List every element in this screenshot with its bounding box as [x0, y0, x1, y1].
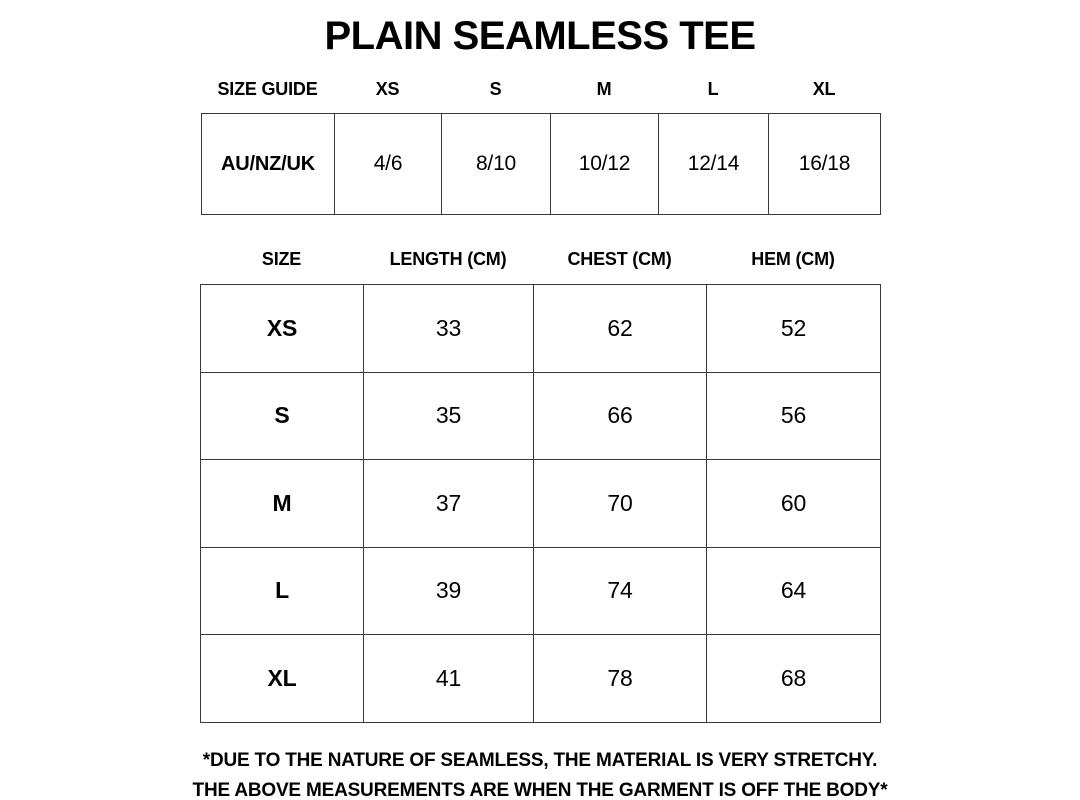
footnote-line-1: *DUE TO THE NATURE OF SEAMLESS, THE MATERIAL IS VERY STRETCHY. — [202, 750, 878, 771]
table-row-s — [201, 372, 881, 460]
measurements-header-size: SIZE — [261, 249, 302, 269]
footnote-line-2: THE ABOVE MEASUREMENTS ARE WHEN THE GARMENT IS OFF THE BODY* — [192, 780, 888, 800]
size-label-cell: L — [201, 547, 364, 635]
length-cell: 35 — [364, 372, 534, 460]
size-label-cell: S — [201, 372, 364, 460]
chest-cell: 78 — [534, 635, 707, 723]
length-cell: 33 — [364, 285, 534, 373]
size-guide-row — [202, 114, 881, 215]
footnote — [0, 746, 1080, 800]
size-value-cell: 4/6 — [335, 114, 442, 215]
size-guide-header-m: M — [596, 79, 612, 99]
size-guide-header-row — [201, 78, 880, 100]
size-value-cell: 12/14 — [659, 114, 769, 215]
hem-cell: 60 — [707, 460, 881, 548]
region-label-cell: AU/NZ/UK — [202, 114, 335, 215]
size-value-cell: 10/12 — [551, 114, 659, 215]
table-row-m — [201, 460, 881, 548]
size-guide-header-xs: XS — [375, 79, 400, 99]
size-label-cell: XS — [201, 285, 364, 373]
measurements-header-hem: HEM (CM) — [751, 249, 835, 269]
length-cell: 37 — [364, 460, 534, 548]
size-value-cell: 8/10 — [442, 114, 551, 215]
chest-cell: 66 — [534, 372, 707, 460]
chest-cell: 62 — [534, 285, 707, 373]
table-row-xs — [201, 285, 881, 373]
page-title: PLAIN SEAMLESS TEE — [324, 14, 756, 58]
table-row-l — [201, 547, 881, 635]
size-guide-header-s: S — [489, 79, 502, 99]
hem-cell: 52 — [707, 285, 881, 373]
hem-cell: 64 — [707, 547, 881, 635]
size-guide-header-xl: XL — [812, 79, 836, 99]
table-row-xl — [201, 635, 881, 723]
length-cell: 41 — [364, 635, 534, 723]
measurements-header-chest: CHEST (CM) — [567, 249, 672, 269]
hem-cell: 68 — [707, 635, 881, 723]
size-label-cell: M — [201, 460, 364, 548]
chest-cell: 74 — [534, 547, 707, 635]
size-guide-table — [201, 113, 881, 215]
measurements-header-length: LENGTH (CM) — [389, 249, 507, 269]
size-label-cell: XL — [201, 635, 364, 723]
size-value-cell: 16/18 — [769, 114, 881, 215]
hem-cell: 56 — [707, 372, 881, 460]
measurements-header-row — [200, 248, 880, 270]
size-guide-header-label: SIZE GUIDE — [217, 79, 318, 99]
size-guide-header-l: L — [707, 79, 719, 99]
chest-cell: 70 — [534, 460, 707, 548]
measurements-table — [200, 284, 881, 723]
length-cell: 39 — [364, 547, 534, 635]
